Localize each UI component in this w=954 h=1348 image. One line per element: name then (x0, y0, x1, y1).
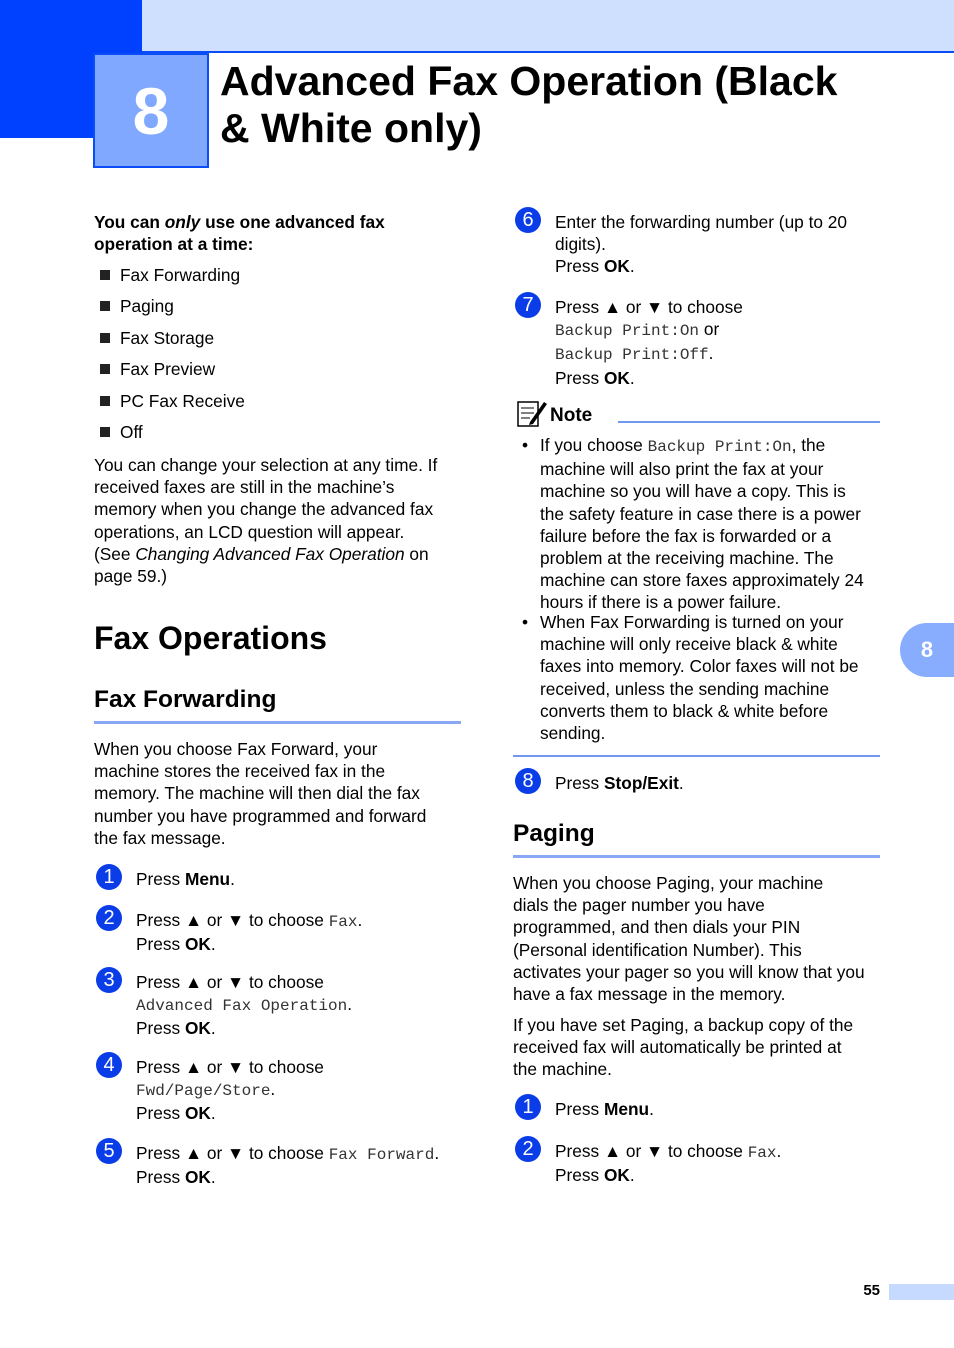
bullet-square-icon (100, 333, 110, 343)
bullet-square-icon (100, 427, 110, 437)
paging-paragraph-2: If you have set Paging, a backup copy of the received fax will automatically be printed at the machine. (513, 1015, 854, 1080)
option-item: Off (100, 422, 143, 443)
note-bottom-rule (513, 755, 880, 757)
heading-rule (513, 855, 880, 858)
bullet-square-icon (100, 301, 110, 311)
chapter-number: 8 (132, 73, 170, 148)
paging-step-number-2: 2 (515, 1136, 541, 1162)
bullet-square-icon (100, 396, 110, 406)
note-bullet-dot: • (522, 612, 529, 632)
note-bullet-dot: • (522, 435, 529, 455)
option-item: Paging (100, 296, 174, 317)
step-1: Press Menu. (136, 869, 235, 889)
heading-rule (94, 721, 461, 724)
step-number-8: 8 (515, 768, 541, 794)
step-number-7: 7 (515, 292, 541, 318)
fax-forwarding-paragraph: When you choose Fax Forward, your machine stores the received fax in the memory. The machine will then dial the fax number you have programmed and forward the fax message. (94, 739, 427, 848)
note-bullet-1: If you choose Backup Print:On, the machine will also print the fax at your machine so you will have a copy. This is the safety feature in case there is a power failure before the fax is forwarded or a problem at the receiving machine. The machine can store faxes approximately 24 hours if there is a power failure. (540, 435, 864, 613)
step-6: Enter the forwarding number (up to 20 digits). Press OK. (555, 212, 848, 277)
step-number-1: 1 (96, 864, 122, 890)
option-item: Fax Storage (100, 328, 214, 349)
option-item: Fax Forwarding (100, 265, 240, 286)
step-3: Press ▲ or ▼ to choose Advanced Fax Operation. Press OK. (136, 972, 353, 1039)
side-tab-label: 8 (920, 637, 934, 662)
section-heading-paging: Paging (513, 820, 595, 847)
option-item: PC Fax Receive (100, 391, 245, 412)
note-top-rule (618, 421, 880, 423)
step-4: Press ▲ or ▼ to choose Fwd/Page/Store. Press OK. (136, 1057, 324, 1124)
paging-paragraph-1: When you choose Paging, your machine dials the pager number you have programmed, and then dials your PIN (Personal identification Number). This activates your pager so you will know that you have a fax message in the memory. (513, 873, 865, 1005)
section-heading-fax-forwarding: Fax Forwarding (94, 686, 277, 713)
chapter-title-line1: Advanced Fax Operation (Black (220, 58, 838, 104)
header-rule (142, 51, 954, 53)
bullet-square-icon (100, 364, 110, 374)
cross-reference-link[interactable]: Changing Advanced Fax Operation (135, 543, 405, 564)
section-heading-fax-operations: Fax Operations (94, 620, 327, 656)
intro-text: You can only use one advanced fax operation at a time: (94, 212, 385, 255)
step-number-4: 4 (96, 1052, 122, 1078)
step-5: Press ▲ or ▼ to choose Fax Forward. Press OK. (136, 1143, 440, 1188)
chapter-number-box (93, 53, 209, 168)
change-selection-paragraph: You can change your selection at any time. If received faxes are still in the machine’s memory when you change the advanced fax operations, an LCD question will appear. (See Changing Advanced Fax Operation on page 59.) (94, 455, 438, 587)
step-number-2: 2 (96, 905, 122, 931)
footer-bar (889, 1284, 954, 1300)
note-pencil-icon (516, 398, 548, 433)
paging-step-1: Press Menu. (555, 1099, 654, 1119)
paging-step-number-1: 1 (515, 1094, 541, 1120)
header-band (142, 0, 954, 52)
page-number: 55 (863, 1282, 880, 1299)
step-8: Press Stop/Exit. (555, 773, 684, 793)
chapter-title (220, 58, 920, 152)
bullet-square-icon (100, 270, 110, 280)
option-item: Fax Preview (100, 359, 215, 380)
note-label: Note (550, 405, 593, 426)
note-bullet-2: When Fax Forwarding is turned on your machine will only receive black & white faxes into memory. Color faxes will not be received, unless the sending machine converts them to black & white before sending. (540, 612, 859, 744)
paging-step-2: Press ▲ or ▼ to choose Fax. Press OK. (555, 1141, 782, 1186)
chapter-side-tab (900, 623, 954, 677)
step-7: Press ▲ or ▼ to choose Backup Print:On or Backup Print:Off. Press OK. (555, 297, 743, 388)
chapter-title-line2: & White only) (220, 105, 482, 151)
step-number-3: 3 (96, 967, 122, 993)
step-2: Press ▲ or ▼ to choose Fax. Press OK. (136, 910, 363, 955)
step-number-5: 5 (96, 1138, 122, 1164)
step-number-6: 6 (515, 207, 541, 233)
